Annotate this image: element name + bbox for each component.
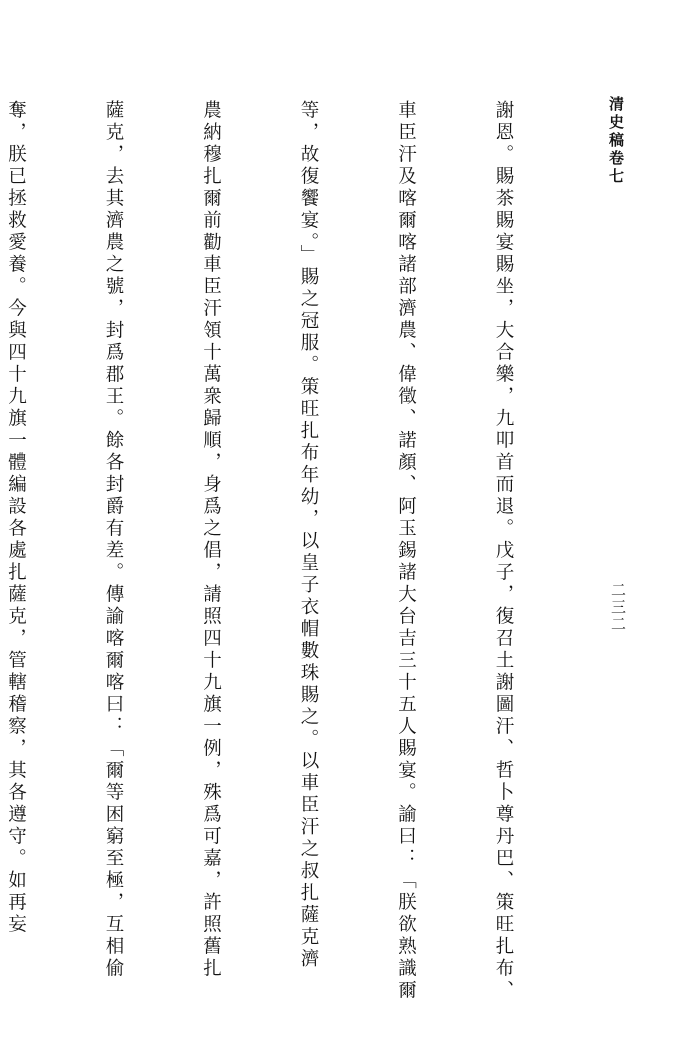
vertical-text-body bbox=[5, 100, 584, 1002]
text-column: 農納穆扎爾前勸車臣汗領十萬衆歸順，身爲之倡，請照四十九旗一例，殊爲可嘉，許照舊扎 bbox=[200, 100, 222, 980]
text-column: 車臣汗及喀爾喀諸部濟農、偉徵、諾顏、阿玉錫諸大台吉三十五人賜宴。諭曰：「朕欲熟識爾 bbox=[395, 100, 417, 1002]
text-column: 奪，朕已拯救愛養。今與四十九旗一體編設各處扎薩克，管轄稽察，其各遵守。如再妄 bbox=[5, 100, 27, 936]
running-title: 清史稿卷七 bbox=[607, 96, 625, 186]
text-column: 薩克，去其濟農之號，封爲郡王。餘各封爵有差。傳諭喀爾喀曰：「爾等困窮至極，互相偷 bbox=[103, 100, 124, 980]
page-number: 二三二 bbox=[609, 582, 627, 633]
text-column: 等，故復饗宴。」賜之冠服。策旺扎布年幼，以皇子衣帽數珠賜之。以車臣汗之叔扎薩克濟 bbox=[298, 100, 319, 971]
text-column: 謝恩。賜茶賜宴賜坐，大合樂，九叩首而退。戊子，復召土謝圖汗、哲卜尊丹巴、策旺扎布、 bbox=[493, 100, 514, 1002]
